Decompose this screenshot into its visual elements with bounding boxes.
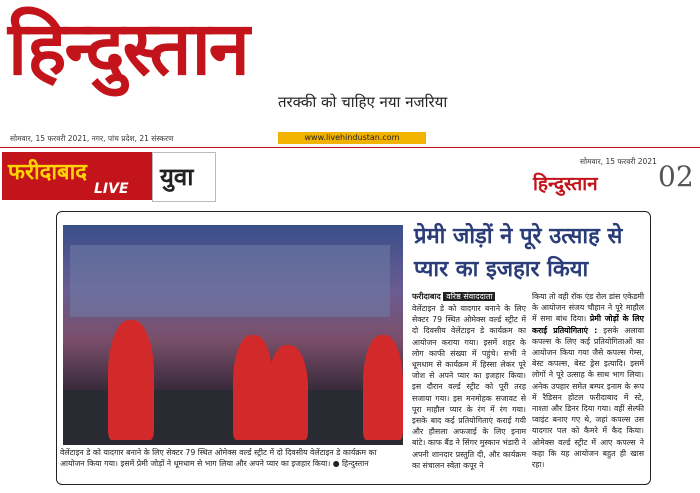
article-column-2: [532, 291, 644, 470]
section-date: सोमवार, 15 फरवरी 2021: [580, 157, 657, 166]
website-url[interactable]: www.livehindustan.com: [278, 132, 426, 144]
event-photo: [63, 225, 403, 445]
byline-reporter: वरिष्ठ संवाददाता: [443, 292, 495, 301]
tagline: तरक्की को चाहिए नया नजरिया: [278, 93, 448, 111]
col2-text-b: इसके अलावा कपल्स के लिए कई प्रतियोगिताओं का आयोजन किया गया जैसे कपल्स गेम्स, बेस्ट कपल्स, बेस्ट ड्रेस इत्यादि। इसमें लोगों ने पूरे उत्साह के साथ भाग लिया। अनेक उपहार समेत बम्पर इनाम के रूप में रैडिसन होटल फरीदाबाद में स्टे, नाश्ता और डिनर दिया गया। वहीं सेल्फी प्वाइंट बनाए गए थे, जहां कपल्स उस यादगार पल को कैमरे में कैद किया। ओमेक्स वर्ल्ड स्ट्रीट में आए कपल्स ने कहा कि यह आयोजन बहुत ही खास रहा।: [532, 325, 644, 470]
photo-building: [70, 245, 390, 317]
article-column-1: वेलेंटाइन डे को यादगार बनाने के लिए सेक्टर 79 स्थित ओमेक्स वर्ल्ड स्ट्रीट में दो दिवसीय वेलेंटाइन डे कार्यक्रम का आयोजन कराया गया। इसमें शहर के लोग काफी संख्या में पहुंचे। सभी ने धूमधाम से कार्यक्रम में हिस्सा लेकर पूरे जोश से अपने प्यार का इजहार किया। इस दौरान वर्ल्ड स्ट्रीट को पूरी तरह सजाया गया। इस मनमोहक सजावट से पूरा माहौल प्यार के रंग में रंग गया। इसके बाद कई प्रतियोगिताएं कराई गयी और हौसला अफजाई के लिए इनाम बांटे। काफ बैंड ने सिंगर मुस्कान भंडारी ने अपनी शानदार प्रस्तुति दी, और कार्यक्रम का संचालन स्वेता कपूर ने: [412, 304, 526, 470]
page-number: 02: [658, 160, 694, 193]
byline-place: फरीदाबाद: [412, 292, 441, 301]
city-name: फरीदाबाद: [8, 159, 87, 185]
article-headline: प्रेमी जोड़ों ने पूरे उत्साह से प्यार का इजहार किया: [414, 224, 623, 282]
masthead: [0, 0, 700, 150]
byline: [412, 291, 495, 302]
col2-text-a: किया तो वही रॉक एंड रोल डांस एकेडमी के आयोजन संजय चौहान ने पूरे माहौल में समा बांध दिया।: [532, 292, 644, 324]
dancer-figure: [108, 320, 154, 440]
edition-dateline: सोमवार, 15 फरवरी 2021, नगर, पांच प्रदेश, 21 संस्करण: [10, 134, 174, 143]
dancer-figure: [268, 345, 308, 440]
live-label: LIVE: [94, 181, 129, 197]
page-name: युवा: [160, 162, 194, 191]
photo-caption: वेलेंटाइन डे को यादगार बनाने के लिए सेक्टर 79 स्थित ओमेक्स वर्ल्ड स्ट्रीट में दो दिवसीय वेलेंटाइन डे कार्यक्रम का आयोजन किया गया। इसमें प्रेमी जोड़ों ने धूमधाम से भाग लिया और अपने प्यार का इजहार किया। ● हिन्दुस्तान: [60, 448, 377, 468]
newspaper-logo: हिन्दुस्तान: [8, 6, 248, 92]
masthead-divider: [0, 147, 700, 148]
dancer-figure: [363, 335, 403, 440]
section-logo: हिन्दुस्तान: [533, 173, 598, 195]
col2-subheading: प्रेमी जोड़ों के लिए कराई प्रतियोगिताएं :: [532, 314, 644, 335]
dancer-figure: [233, 335, 273, 440]
